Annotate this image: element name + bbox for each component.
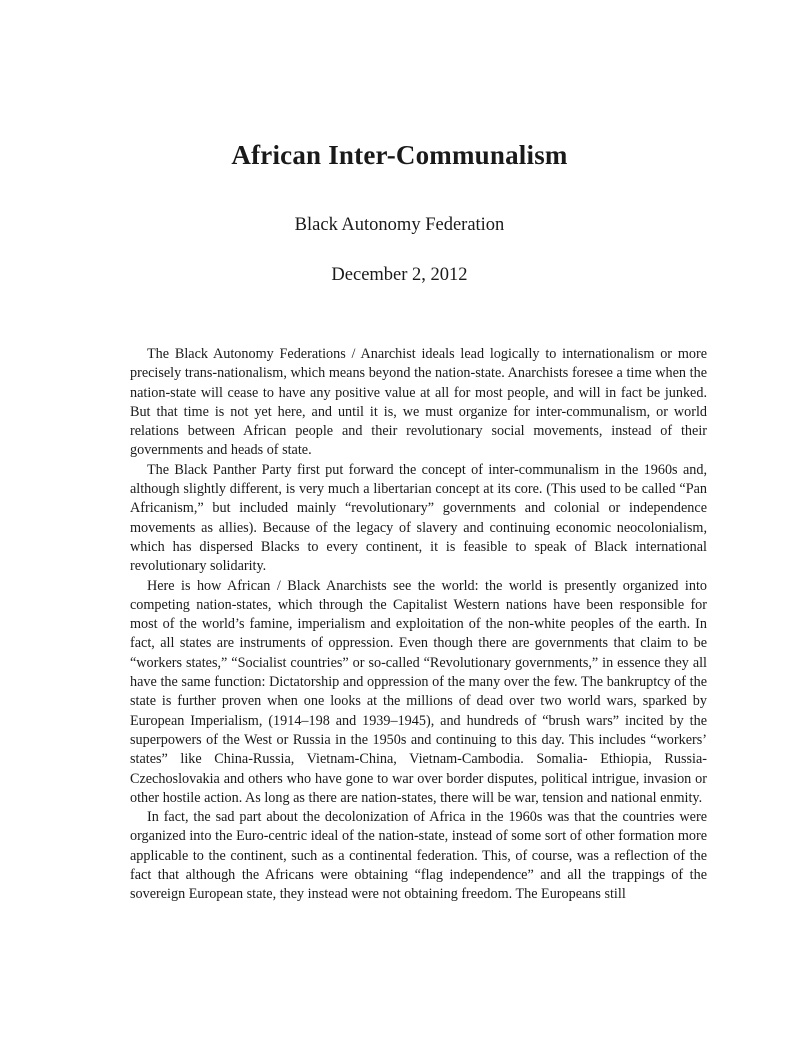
body-paragraph: In fact, the sad part about the decolonization of Africa in the 1960s was that the countries were organized into the Euro-centric ideal of the nation-state, instead of some sort of other formation more applicable to the continent, such as a continental federation. This, of course, was a reflection of the fact that although the Africans were obtaining “flag independence” and all the trappings of the sovereign European state, they instead were not obtaining freedom. The Europeans still — [130, 809, 707, 903]
body-paragraph: Here is how African / Black Anarchists see the world: the world is presently organized into competing nation-states, which through the Capitalist Western nations have been responsible for most of the world’s famine, imperialism and exploitation of the non-white peoples of the earth. In fact, all states are instruments of oppression. Even though there are governments that claim to be “workers states,” “Socialist countries” or so-called “Revolutionary governments,” in essence they all have the same function: Dictatorship and oppression of the many over the few. The bankruptcy of the state is further proven when one looks at the millions of dead over two world wars, sparked by European Imperialism, (1914–198 and 1939–1945), and hundreds of “brush wars” incited by the superpowers of the West or Russia in the 1950s and continuing to this day. This includes “workers’ states” like China-Russia, Vietnam-China, Vietnam-Cambodia. Somalia- Ethiopia, Russia-Czechoslovakia and others who have gone to war over border disputes, political intrigue, invasion or other hostile action. As long as there are nation-states, there will be war, tension and national enmity. — [130, 577, 707, 806]
document-body — [130, 345, 707, 905]
document-author: Black Autonomy Federation — [294, 215, 505, 235]
document-title: African Inter-Communalism — [231, 140, 568, 170]
document-date: December 2, 2012 — [331, 265, 468, 285]
body-paragraph: The Black Autonomy Federations / Anarchist ideals lead logically to internationalism or more precisely trans-nationalism, which means beyond the nation-state. Anarchists foresee a time when the nation-state will cease to have any positive value at all for most people, and will in fact be junked. But that time is not yet here, and until it is, we must organize for inter-communalism, or world relations between African people and their revolutionary social movements, instead of their governments and heads of state. — [130, 346, 707, 459]
body-paragraph: The Black Panther Party first put forward the concept of inter-communalism in the 1960s and, although slightly different, is very much a libertarian concept at its core. (This used to be called “Pan Africanism,” but included mainly “revolutionary” governments and colonial or independence movements as allies). Because of the legacy of slavery and continuing economic neocolonialism, which has dispersed Blacks to every continent, it is feasible to speak of Black international revolutionary solidarity. — [130, 461, 707, 575]
